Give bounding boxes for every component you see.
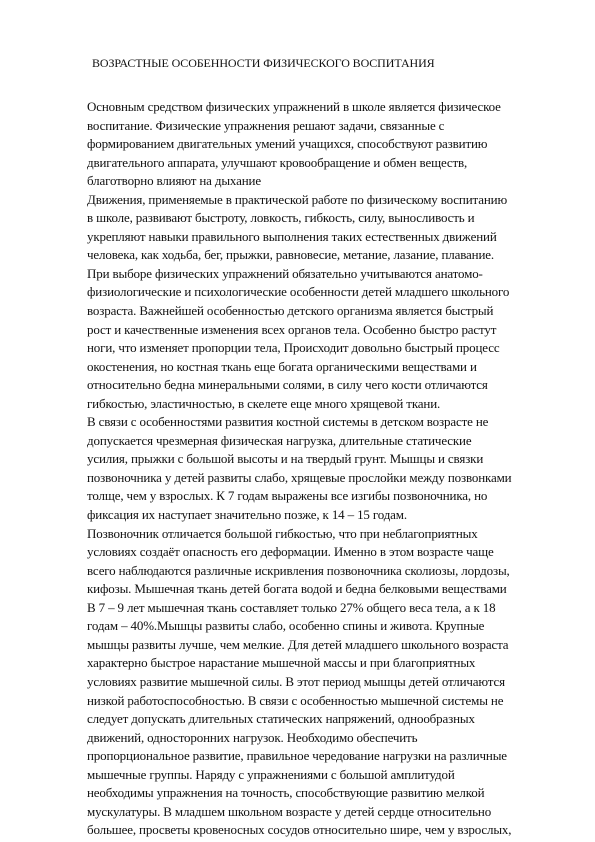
body-text-line: условиях развитие мышечной силы. В этот период мышцы детей отличаются: [87, 673, 505, 689]
body-text-line: Движения, применяемые в практической работе по физическому воспитанию: [87, 191, 508, 207]
body-text-line: В 7 – 9 лет мышечная ткань составляет только 27% общего веса тела, а к 18: [87, 599, 496, 615]
body-text-line: характерно быстрое нарастание мышечной массы и при благоприятных: [87, 655, 476, 671]
body-text-line: толще, чем у взрослых. К 7 годам выражены все изгибы позвоночника, но: [87, 488, 488, 504]
body-text-line: низкой работоспособностью. В связи с особенностью мышечной системы не: [87, 692, 504, 708]
body-text-line: годам – 40%.Мышцы развиты слабо, особенно спины и живота. Крупные: [87, 618, 485, 634]
body-text-line: В связи с особенностями развития костной системы в детском возрасте не: [87, 414, 489, 430]
body-text-line: следует допускать длительных статических напряжений, однообразных: [87, 711, 475, 727]
body-text-line: гибкостью, эластичностью, в скелете еще много хрящевой ткани.: [87, 395, 441, 411]
body-text-line: допускается чрезмерная физическая нагрузка, длительные статические: [87, 432, 472, 448]
body-text-line: ноги, что изменяет пропорции тела, Происходит довольно быстрый процесс: [87, 340, 500, 356]
body-text-line: укрепляют навыки правильного выполнения таких естественных движений: [87, 228, 497, 244]
body-text-line: благотворно влияют на дыхание: [87, 173, 261, 189]
body-text-line: относительно бедна минеральными солями, в силу чего кости отличаются: [87, 377, 488, 393]
body-text-line: большее, просветы кровеносных сосудов относительно шире, чем у взрослых,: [87, 822, 512, 838]
body-text-line: возраста. Важнейшей особенностью детского организма является быстрый: [87, 303, 494, 319]
body-text-line: в школе, развивают быстроту, ловкость, гибкость, силу, выносливость и: [87, 210, 475, 226]
body-text-line: мышечные группы. Наряду с упражнениями с большой амплитудой: [87, 766, 455, 782]
body-text-line: движений, односторонних нагрузок. Необходимо обеспечить: [87, 729, 418, 745]
body-text-line: окостенения, но костная ткань еще богата органическими веществами и: [87, 358, 477, 374]
body-text-line: условиях создаёт опасность его деформации. Именно в этом возрасте чаще: [87, 544, 494, 560]
body-text-line: позвоночника у детей развиты слабо, хрящевые прослойки между позвонками: [87, 469, 512, 485]
body-text-line: воспитание. Физические упражнения решают задачи, связанные с: [87, 117, 445, 133]
document-body: [87, 98, 557, 840]
body-text-line: мускулатуры. В младшем школьном возрасте у детей сердце относительно: [87, 803, 492, 819]
body-text-line: двигательного аппарата, улучшают кровообращение и обмен веществ,: [87, 154, 468, 170]
body-text-line: фиксация их наступает значительно позже, к 14 – 15 годам.: [87, 507, 407, 523]
body-text-line: всего наблюдаются различные искривления позвоночника сколиозы, лордозы,: [87, 562, 510, 578]
body-text-line: усилия, прыжки с большой высоты и на твердый грунт. Мышцы и связки: [87, 451, 484, 467]
body-text-line: пропорциональное развитие, правильное чередование нагрузки на различные: [87, 748, 507, 764]
document-title: ВОЗРАСТНЫЕ ОСОБЕННОСТИ ФИЗИЧЕСКОГО ВОСПИТАНИЯ: [92, 56, 435, 70]
body-text-line: кифозы. Мышечная ткань детей богата водой и бедна белковыми веществами: [87, 581, 507, 597]
body-text-line: Позвоночник отличается большой гибкостью, что при неблагоприятных: [87, 525, 478, 541]
body-text-line: физиологические и психологические особенности детей младшего школьного: [87, 284, 510, 300]
body-text-line: Основным средством физических упражнений в школе является физическое: [87, 99, 501, 114]
body-text-line: мышцы развиты лучше, чем мелкие. Для детей младшего школьного возраста: [87, 636, 509, 652]
body-text-line: При выборе физических упражнений обязательно учитываются анатомо-: [87, 265, 483, 281]
body-text-line: формированием двигательных умений учащихся, способствуют развитию: [87, 136, 488, 152]
body-text-line: рост и качественные изменения всех органов тела. Особенно быстро растут: [87, 321, 497, 337]
body-text-line: необходимы упражнения на точность, способствующие развитию мелкой: [87, 785, 485, 801]
body-text-line: человека, как ходьба, бег, прыжки, равновесие, метание, лазание, плавание.: [87, 247, 494, 263]
